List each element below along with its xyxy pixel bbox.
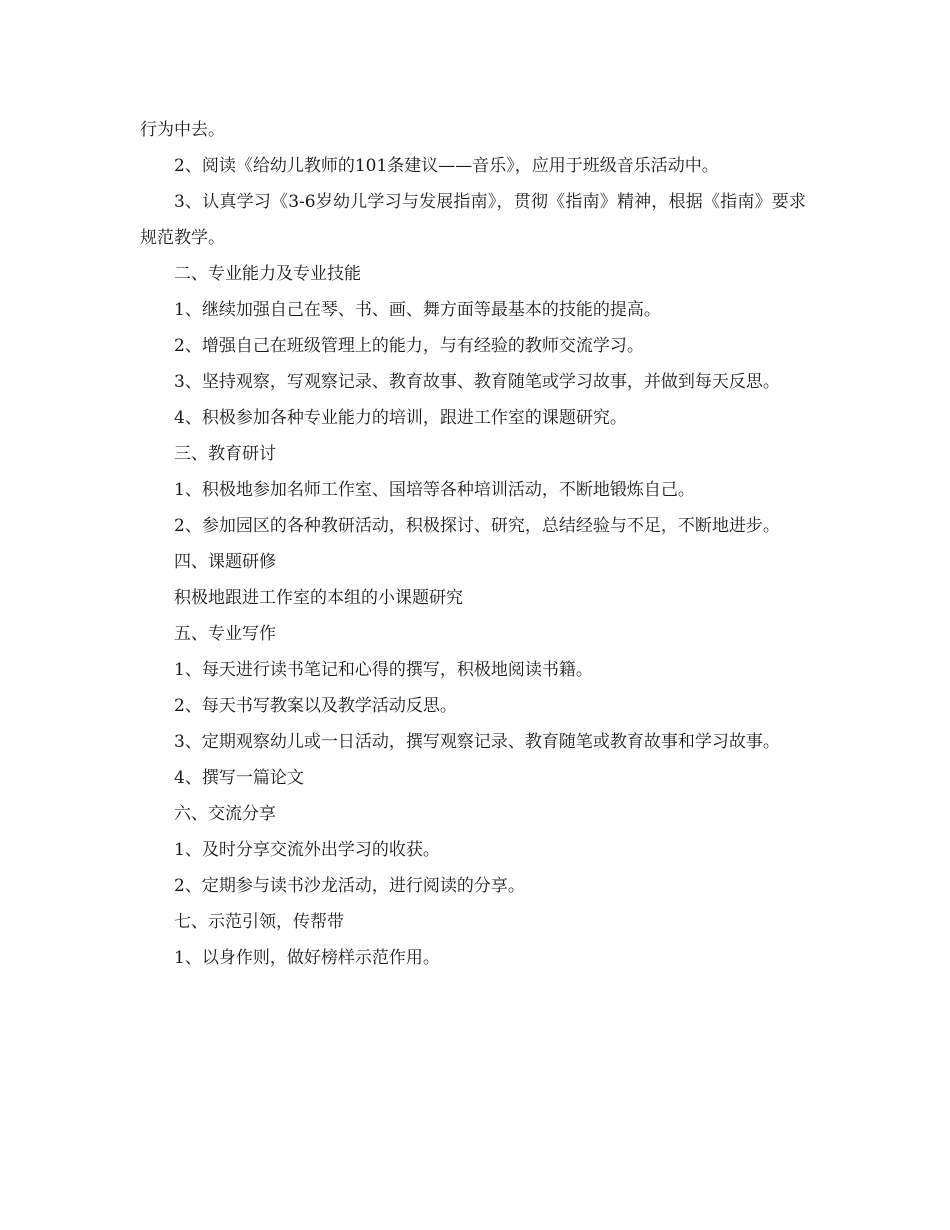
paragraph: 2、参加园区的各种教研活动，积极探讨、研究，总结经验与不足，不断地进步。 <box>174 516 780 536</box>
paragraph: 4、积极参加各种专业能力的培训，跟进工作室的课题研究。 <box>174 408 627 428</box>
paragraph: 1、积极地参加名师工作室、国培等各种培训活动，不断地锻炼自己。 <box>174 480 695 500</box>
paragraph: 2、每天书写教案以及教学活动反思。 <box>174 696 457 716</box>
paragraph: 2、定期参与读书沙龙活动，进行阅读的分享。 <box>174 876 525 896</box>
section-heading: 二、专业能力及专业技能 <box>174 264 361 284</box>
paragraph: 1、每天进行读书笔记和心得的撰写，积极地阅读书籍。 <box>174 660 593 680</box>
paragraph: 2、增强自己在班级管理上的能力，与有经验的教师交流学习。 <box>174 336 644 356</box>
paragraph: 3、定期观察幼儿或一日活动，撰写观察记录、教育随笔或教育故事和学习故事。 <box>174 732 780 752</box>
paragraph: 3、坚持观察，写观察记录、教育故事、教育随笔或学习故事，并做到每天反思。 <box>174 372 780 392</box>
paragraph: 1、及时分享交流外出学习的收获。 <box>174 840 440 860</box>
document-body <box>140 112 806 976</box>
paragraph: 1、继续加强自己在琴、书、画、舞方面等最基本的技能的提高。 <box>174 300 661 320</box>
paragraph: 2、阅读《给幼儿教师的101条建议——音乐》，应用于班级音乐活动中。 <box>174 156 719 176</box>
section-heading: 三、教育研讨 <box>174 444 276 464</box>
paragraph: 3、认真学习《3-6岁幼儿学习与发展指南》，贯彻《指南》精神，根据《指南》要求规范教学。 <box>140 192 806 248</box>
paragraph: 4、撰写一篇论文 <box>174 768 304 788</box>
paragraph: 1、以身作则，做好榜样示范作用。 <box>174 948 440 968</box>
section-heading: 四、课题研修 <box>174 552 276 572</box>
section-heading: 六、交流分享 <box>174 804 276 824</box>
section-heading: 七、示范引领，传帮带 <box>174 912 344 932</box>
paragraph: 积极地跟进工作室的本组的小课题研究 <box>174 588 463 608</box>
section-heading: 五、专业写作 <box>174 624 276 644</box>
paragraph: 行为中去。 <box>140 120 225 140</box>
